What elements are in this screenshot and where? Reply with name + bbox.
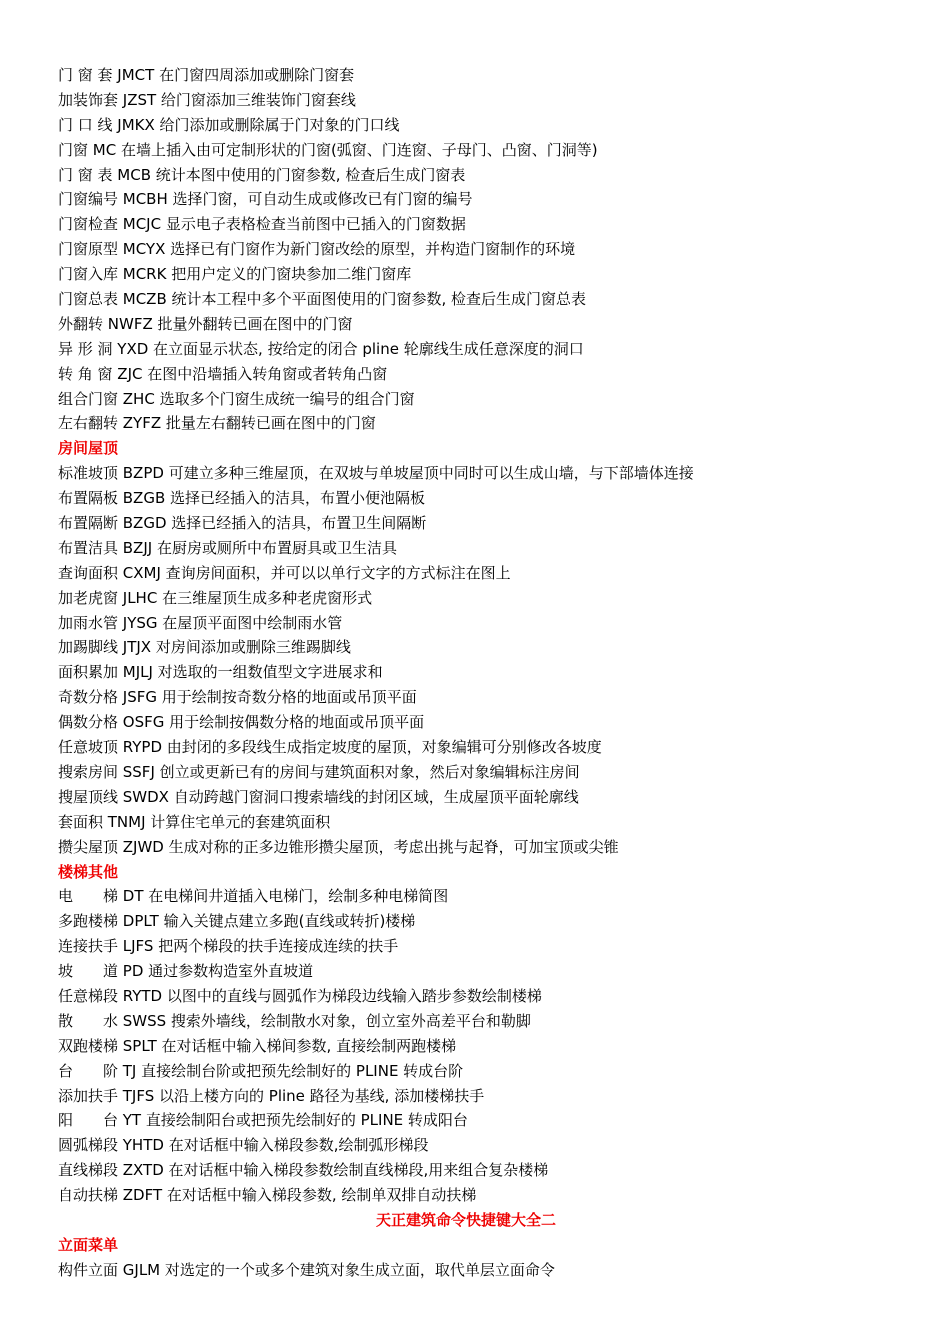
section-stairs	[58, 860, 918, 1208]
command-line: 套面积 TNMJ 计算住宅单元的套建筑面积	[58, 812, 331, 831]
command-line: 转 角 窗 ZJC 在图中沿墙插入转角窗或者转角凸窗	[58, 364, 388, 383]
command-line: 查询面积 CXMJ 查询房间面积，并可以以单行文字的方式标注在图上	[58, 563, 511, 582]
section-doors	[58, 63, 918, 436]
command-line: 直线梯段 ZXTD 在对话框中输入梯段参数绘制直线梯段,用来组合复杂楼梯	[58, 1161, 549, 1180]
command-line: 散 水 SWSS 搜索外墙线，绘制散水对象，创立室外高差平台和勒脚	[58, 1011, 531, 1030]
command-line: 构件立面 GJLM 对选定的一个或多个建筑对象生成立面，取代单层立面命令	[58, 1260, 555, 1279]
command-line: 门窗原型 MCYX 选择已有门窗作为新门窗改绘的原型，并构造门窗制作的环境	[58, 240, 576, 259]
command-line: 门窗检查 MCJC 显示电子表格检查当前图中已插入的门窗数据	[58, 215, 466, 234]
command-line: 搜索房间 SSFJ 创立或更新已有的房间与建筑面积对象，然后对象编辑标注房间	[58, 762, 580, 781]
command-line: 门窗 MC 在墙上插入由可定制形状的门窗(弧窗、门连窗、子母门、凸窗、门洞等)	[58, 140, 598, 159]
command-line: 双跑楼梯 SPLT 在对话框中输入梯间参数, 直接绘制两跑楼梯	[58, 1036, 457, 1055]
command-line: 布置隔板 BZGB 选择已经插入的洁具，布置小便池隔板	[58, 489, 426, 508]
command-line: 搜屋顶线 SWDX 自动跨越门窗洞口搜索墙线的封闭区域，生成屋顶平面轮廓线	[58, 787, 579, 806]
command-line: 加老虎窗 JLHC 在三维屋顶生成多种老虎窗形式	[58, 588, 373, 607]
command-line: 台 阶 TJ 直接绘制台阶或把预先绘制好的 PLINE 转成台阶	[58, 1061, 464, 1080]
command-line: 外翻转 NWFZ 批量外翻转已画在图中的门窗	[58, 314, 353, 333]
document-title: 天正建筑命令快捷键大全二	[376, 1210, 557, 1229]
command-line: 布置洁具 BZJJ 在厨房或厕所中布置厨具或卫生洁具	[58, 538, 397, 557]
command-line: 电 梯 DT 在电梯间井道插入电梯门，绘制多种电梯简图	[58, 887, 449, 906]
command-line: 攒尖屋顶 ZJWD 生成对称的正多边锥形攒尖屋顶，考虑出挑与起脊，可加宝顶或尖锥	[58, 837, 619, 856]
command-line: 门 口 线 JMKX 给门添加或删除属于门对象的门口线	[58, 115, 400, 134]
command-line: 异 形 洞 YXD 在立面显示状态, 按给定的闭合 pline 轮廓线生成任意深度的洞口	[58, 339, 584, 358]
command-line: 门窗总表 MCZB 统计本工程中多个平面图使用的门窗参数, 检查后生成门窗总表	[58, 290, 587, 309]
command-line: 奇数分格 JSFG 用于绘制按奇数分格的地面或吊顶平面	[58, 688, 417, 707]
command-line: 门 窗 表 MCB 统计本图中使用的门窗参数, 检查后生成门窗表	[58, 165, 466, 184]
section-heading: 立面菜单	[58, 1235, 119, 1254]
command-line: 偶数分格 OSFG 用于绘制按偶数分格的地面或吊顶平面	[58, 713, 425, 732]
command-line: 加雨水管 JYSG 在屋顶平面图中绘制雨水管	[58, 613, 343, 632]
command-line: 连接扶手 LJFS 把两个梯段的扶手连接成连续的扶手	[58, 937, 399, 956]
command-line: 添加扶手 TJFS 以沿上楼方向的 Pline 路径为基线, 添加楼梯扶手	[58, 1086, 485, 1105]
command-line: 组合门窗 ZHC 选取多个门窗生成统一编号的组合门窗	[58, 389, 415, 408]
command-line: 布置隔断 BZGD 选择已经插入的洁具，布置卫生间隔断	[58, 514, 427, 533]
command-line: 阳 台 YT 直接绘制阳台或把预先绘制好的 PLINE 转成阳台	[58, 1111, 468, 1130]
section-elevation	[58, 1233, 918, 1283]
command-line: 加装饰套 JZST 给门窗添加三维装饰门窗套线	[58, 90, 356, 109]
command-line: 多跑楼梯 DPLT 输入关键点建立多跑(直线或转折)楼梯	[58, 912, 416, 931]
command-line: 面积累加 MJLJ 对选取的一组数值型文字进展求和	[58, 663, 383, 682]
command-line: 任意梯段 RYTD 以图中的直线与圆弧作为梯段边线输入踏步参数绘制楼梯	[58, 986, 542, 1005]
command-line: 门窗编号 MCBH 选择门窗，可自动生成或修改已有门窗的编号	[58, 190, 473, 209]
command-line: 门 窗 套 JMCT 在门窗四周添加或删除门窗套	[58, 66, 355, 84]
section-heading: 楼梯其他	[58, 862, 119, 881]
command-line: 任意坡顶 RYPD 由封闭的多段线生成指定坡度的屋顶，对象编辑可分别修改各坡度	[58, 738, 602, 757]
command-line: 自动扶梯 ZDFT 在对话框中输入梯段参数, 绘制单双排自动扶梯	[58, 1186, 477, 1205]
command-line: 加踢脚线 JTJX 对房间添加或删除三维踢脚线	[58, 638, 351, 657]
command-line: 左右翻转 ZYFZ 批量左右翻转已画在图中的门窗	[58, 414, 376, 433]
section-rooms	[58, 436, 918, 859]
section-heading: 房间屋顶	[58, 439, 119, 458]
document-body	[58, 63, 918, 1283]
command-line: 标准坡顶 BZPD 可建立多种三维屋顶，在双坡与单坡屋顶中同时可以生成山墙，与下部墙体连接	[58, 464, 694, 483]
command-line: 坡 道 PD 通过参数构造室外直坡道	[58, 962, 314, 981]
command-line: 圆弧梯段 YHTD 在对话框中输入梯段参数,绘制弧形梯段	[58, 1136, 429, 1155]
command-line: 门窗入库 MCRK 把用户定义的门窗块参加二维门窗库	[58, 265, 412, 284]
